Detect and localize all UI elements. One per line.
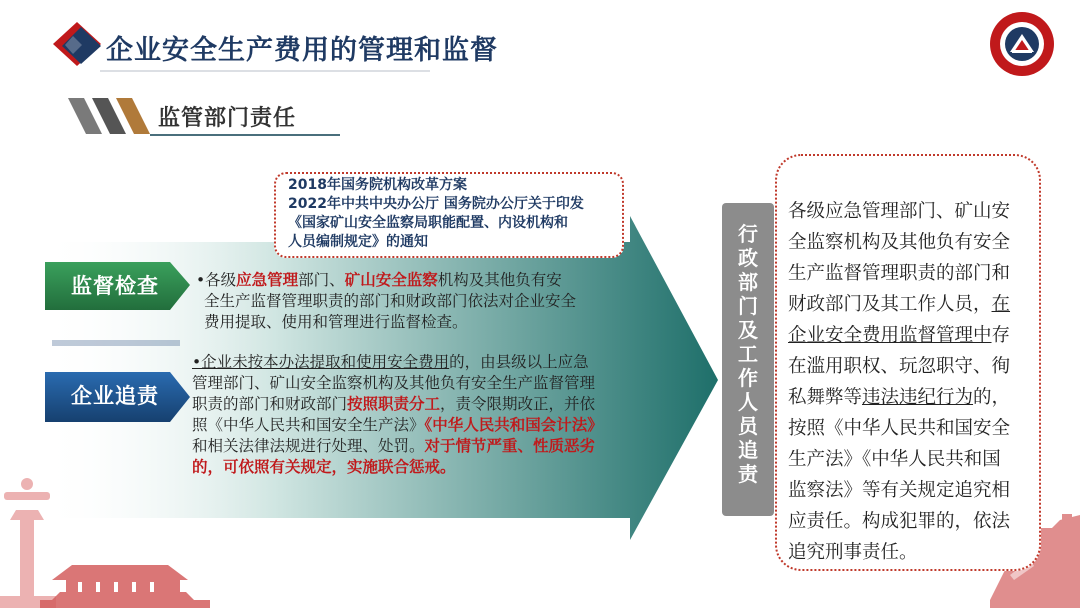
account-line-3: [192, 394, 697, 415]
text-run: 私舞弊等: [788, 387, 863, 408]
account-line-5: [192, 436, 697, 457]
underlined-run: 违法违纪行为: [862, 387, 974, 408]
vertical-label-char: 责: [738, 462, 758, 486]
subtitle-slashes-icon: [68, 98, 150, 134]
right-line: [788, 320, 1033, 351]
vertical-label-char: 部: [738, 270, 758, 294]
underlined-run: •企业未按本办法提取和使用安全费用: [192, 353, 450, 371]
right-line: [788, 382, 1033, 413]
text-run: 财政部门及其工作人员，: [788, 294, 992, 315]
text-run: 存: [991, 325, 1011, 346]
inspect-paragraph: [196, 270, 676, 333]
vertical-label-char: 门: [738, 294, 758, 318]
source-line: 2018年国务院机构改革方案: [288, 177, 467, 193]
text-run: 部门、: [298, 271, 345, 289]
title-diamond-icon: [53, 22, 101, 66]
text-run: 机构及其他负有安: [437, 271, 562, 289]
source-callout: [274, 172, 624, 258]
label-accountability: 企业追责: [71, 384, 159, 408]
label-inspect: 监督检查: [71, 274, 159, 298]
section-subtitle: 监管部门责任: [158, 106, 297, 131]
source-line: 2022年中共中央办公厅 国务院办公厅关于印发: [288, 196, 584, 212]
underlined-run: 企业安全费用监督管理中: [788, 325, 992, 346]
underlined-run: 在: [991, 294, 1011, 315]
highlight-run: 矿山安全监察: [344, 271, 438, 289]
right-line: 生产监督管理职责的部门和: [788, 263, 1011, 284]
highlight-run: 对于情节严重、性质恶劣: [424, 437, 596, 455]
tiananmen-decoration: [40, 565, 210, 608]
emergency-logo-icon: [990, 12, 1054, 76]
text-run: 职责的部门和财政部门: [192, 395, 348, 413]
vertical-label-char: 人: [738, 390, 758, 414]
account-line-2: 管理部门、矿山安全监察机构及其他负有安全生产监督管理: [192, 374, 596, 392]
vertical-label-char: 行: [738, 222, 758, 246]
account-line-1: [192, 352, 697, 373]
inspect-line-2: 全生产监督管理职责的部门和财政部门依法对企业安全: [204, 292, 577, 310]
vertical-label-char: 追: [738, 438, 758, 462]
vertical-label-char: 工: [738, 342, 758, 366]
right-line: 按照《中华人民共和国安全: [788, 418, 1011, 439]
subtitle-underline: [150, 134, 340, 136]
right-line: 生产法》《中华人民共和国: [788, 449, 1001, 470]
right-line: 追究刑事责任。: [788, 542, 918, 563]
highlight-run: 按照职责分工: [347, 395, 441, 413]
right-line: 全监察机构及其他负有安全: [788, 232, 1011, 253]
inspect-line-3: 费用提取、使用和管理进行监督检查。: [204, 313, 468, 331]
text-run: 的，由县级以上应急: [449, 353, 589, 371]
vertical-label-char: 作: [738, 366, 758, 390]
page-title: 企业安全生产费用的管理和监督: [106, 35, 498, 66]
vertical-label-text: [722, 222, 774, 486]
source-line: 《国家矿山安全监察局职能配置、内设机构和: [288, 215, 568, 231]
highlight-run: 应急管理: [236, 271, 299, 289]
accountability-paragraph: [192, 352, 697, 478]
highlight-run: 《中华人民共和国会计法》: [424, 416, 603, 434]
vertical-label-char: 员: [738, 414, 758, 438]
text-run: 照《中华人民共和国安全生产法》: [192, 416, 425, 434]
text-run: 和相关法律法规进行处理、处罚。: [192, 437, 425, 455]
huabiao-pillar-decoration: [0, 478, 56, 608]
right-line: 在滥用职权、玩忽职守、徇: [788, 356, 1011, 377]
right-line: 监察法》等有关规定追究相: [788, 480, 1011, 501]
right-line: 应责任。构成犯罪的，依法: [788, 511, 1011, 532]
vertical-label-char: 政: [738, 246, 758, 270]
account-line-6: 的，可依照有关规定，实施联合惩戒。: [192, 458, 456, 476]
source-line: 人员编制规定》的通知: [288, 234, 428, 250]
vertical-label-char: 及: [738, 318, 758, 342]
text-run: •各级: [196, 271, 237, 289]
right-line: [788, 289, 1033, 320]
right-line: 各级应急管理部门、矿山安: [788, 201, 1011, 222]
text-run: 的，: [973, 387, 1011, 408]
right-callout-text: [788, 196, 1033, 568]
inspect-line-1: [196, 270, 676, 291]
account-line-4: [192, 415, 697, 436]
text-run: ，责令限期改正，并依: [440, 395, 596, 413]
